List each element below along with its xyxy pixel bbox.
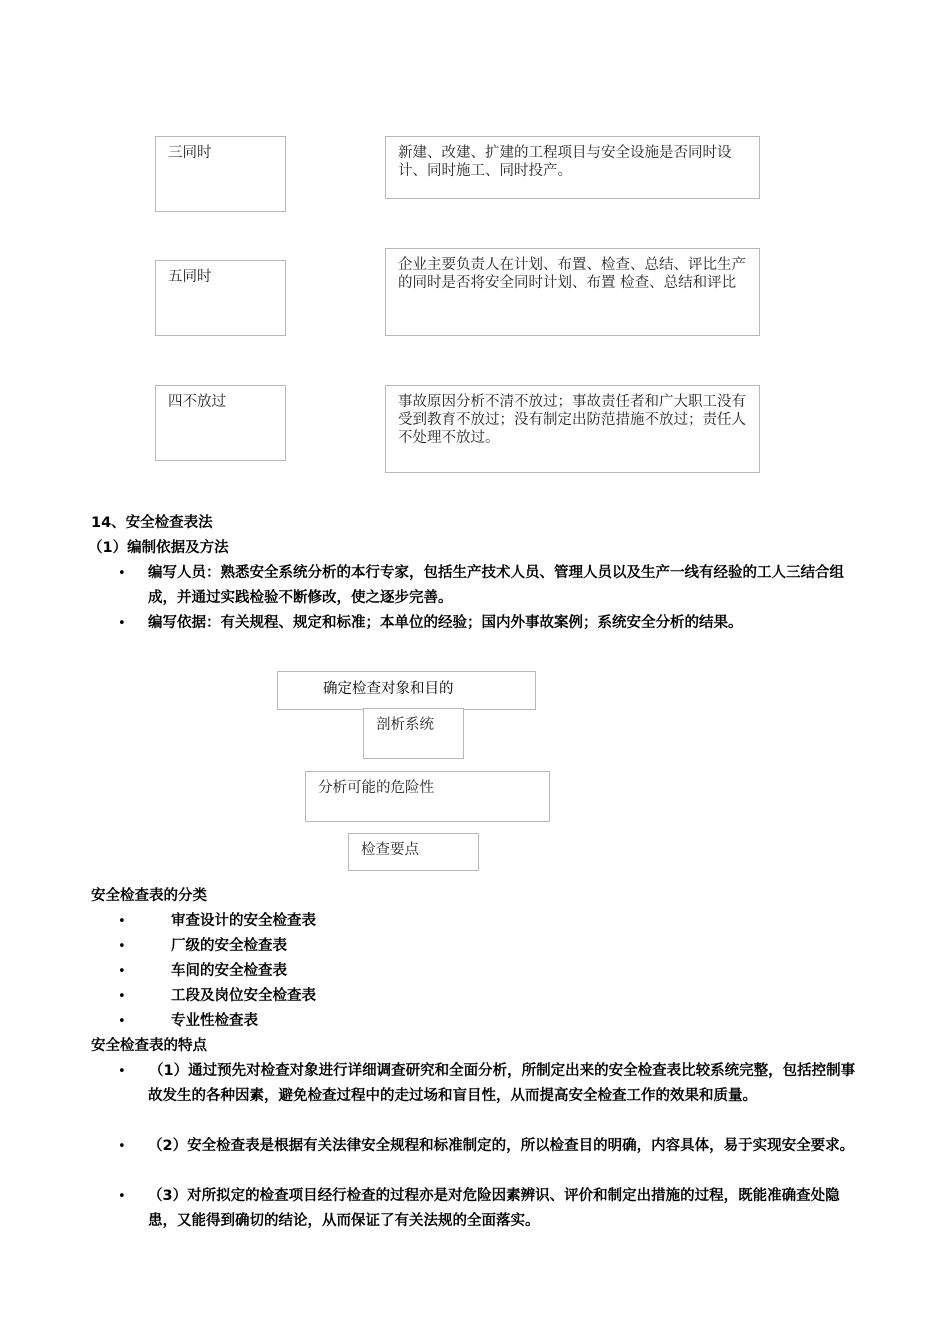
principle-label-box-2	[155, 260, 286, 336]
bullet-dot: •	[118, 914, 126, 929]
flow-step-2	[363, 708, 464, 759]
principle-desc-box-3	[385, 385, 760, 473]
section-heading: 14、安全检查表法	[91, 515, 213, 531]
flow-step-4-label: 检查要点	[361, 842, 419, 858]
flow-step-3-label: 分析可能的危险性	[318, 780, 434, 796]
bullet-dot: •	[118, 1064, 126, 1079]
flow-step-4	[348, 833, 479, 871]
principle-label-1: 三同时	[168, 145, 212, 161]
flow-step-1-label: 确定检查对象和目的	[323, 681, 454, 697]
bullet-dot: •	[118, 1014, 126, 1029]
feature-item: （2）安全检查表是根据有关法律安全规程和标准制定的，所以检查目的明确，内容具体，易于实现安全要求。	[148, 1138, 855, 1154]
bullet-dot: •	[118, 616, 126, 631]
classification-item: 审查设计的安全检查表	[171, 913, 316, 929]
principle-label-box-3	[155, 385, 286, 461]
flow-step-3	[305, 771, 550, 822]
classification-item: 工段及岗位安全检查表	[171, 988, 316, 1004]
feature-item: （1）通过预先对检查对象进行详细调查研究和全面分析，所制定出来的安全检查表比较系统完整，包括控制事故发生的各种因素，避免检查过程中的走过场和盲目性，从而提高安全检查工作的效果和质量。	[148, 1063, 856, 1104]
classification-item: 厂级的安全检查表	[171, 938, 287, 954]
principle-desc-box-2	[385, 248, 760, 336]
bullet-dot: •	[118, 1139, 126, 1154]
bullet-dot: •	[118, 964, 126, 979]
bullet-dot: •	[118, 939, 126, 954]
flow-step-1	[277, 671, 536, 710]
bullet-text: 编写依据：有关规程、规定和标准；本单位的经验；国内外事故案例；系统安全分析的结果。	[148, 615, 743, 631]
classification-item: 专业性检查表	[171, 1013, 258, 1029]
bullet-dot: •	[118, 1189, 126, 1204]
bullet-dot: •	[118, 989, 126, 1004]
classification-item: 车间的安全检查表	[171, 963, 287, 979]
classification-title: 安全检查表的分类	[91, 888, 207, 904]
principle-label-2: 五同时	[168, 269, 212, 285]
flow-step-2-label: 剖析系统	[376, 717, 434, 733]
principle-desc-1: 新建、改建、扩建的工程项目与安全设施是否同时设计、同时施工、同时投产。	[398, 145, 732, 179]
principle-desc-2: 企业主要负责人在计划、布置、检查、总结、评比生产的同时是否将安全同时计划、布置 检查、总结和评比	[398, 257, 746, 291]
principle-label-3: 四不放过	[168, 394, 226, 410]
features-title: 安全检查表的特点	[91, 1038, 207, 1054]
section-subheading: （1）编制依据及方法	[88, 540, 229, 556]
feature-item: （3）对所拟定的检查项目经行检查的过程亦是对危险因素辨识、评价和制定出措施的过程，既能准确查处隐患，又能得到确切的结论，从而保证了有关法规的全面落实。	[148, 1188, 840, 1229]
bullet-dot: •	[118, 566, 126, 581]
principle-desc-3: 事故原因分析不清不放过；事故责任者和广大职工没有受到教育不放过；没有制定出防范措施不放过；责任人不处理不放过。	[398, 394, 746, 446]
bullet-text: 编写人员：熟悉安全系统分析的本行专家，包括生产技术人员、管理人员以及生产一线有经验的工人三结合组成，并通过实践检验不断修改，使之逐步完善。	[148, 565, 844, 606]
principle-label-box-1	[155, 136, 286, 212]
principle-desc-box-1	[385, 136, 760, 199]
